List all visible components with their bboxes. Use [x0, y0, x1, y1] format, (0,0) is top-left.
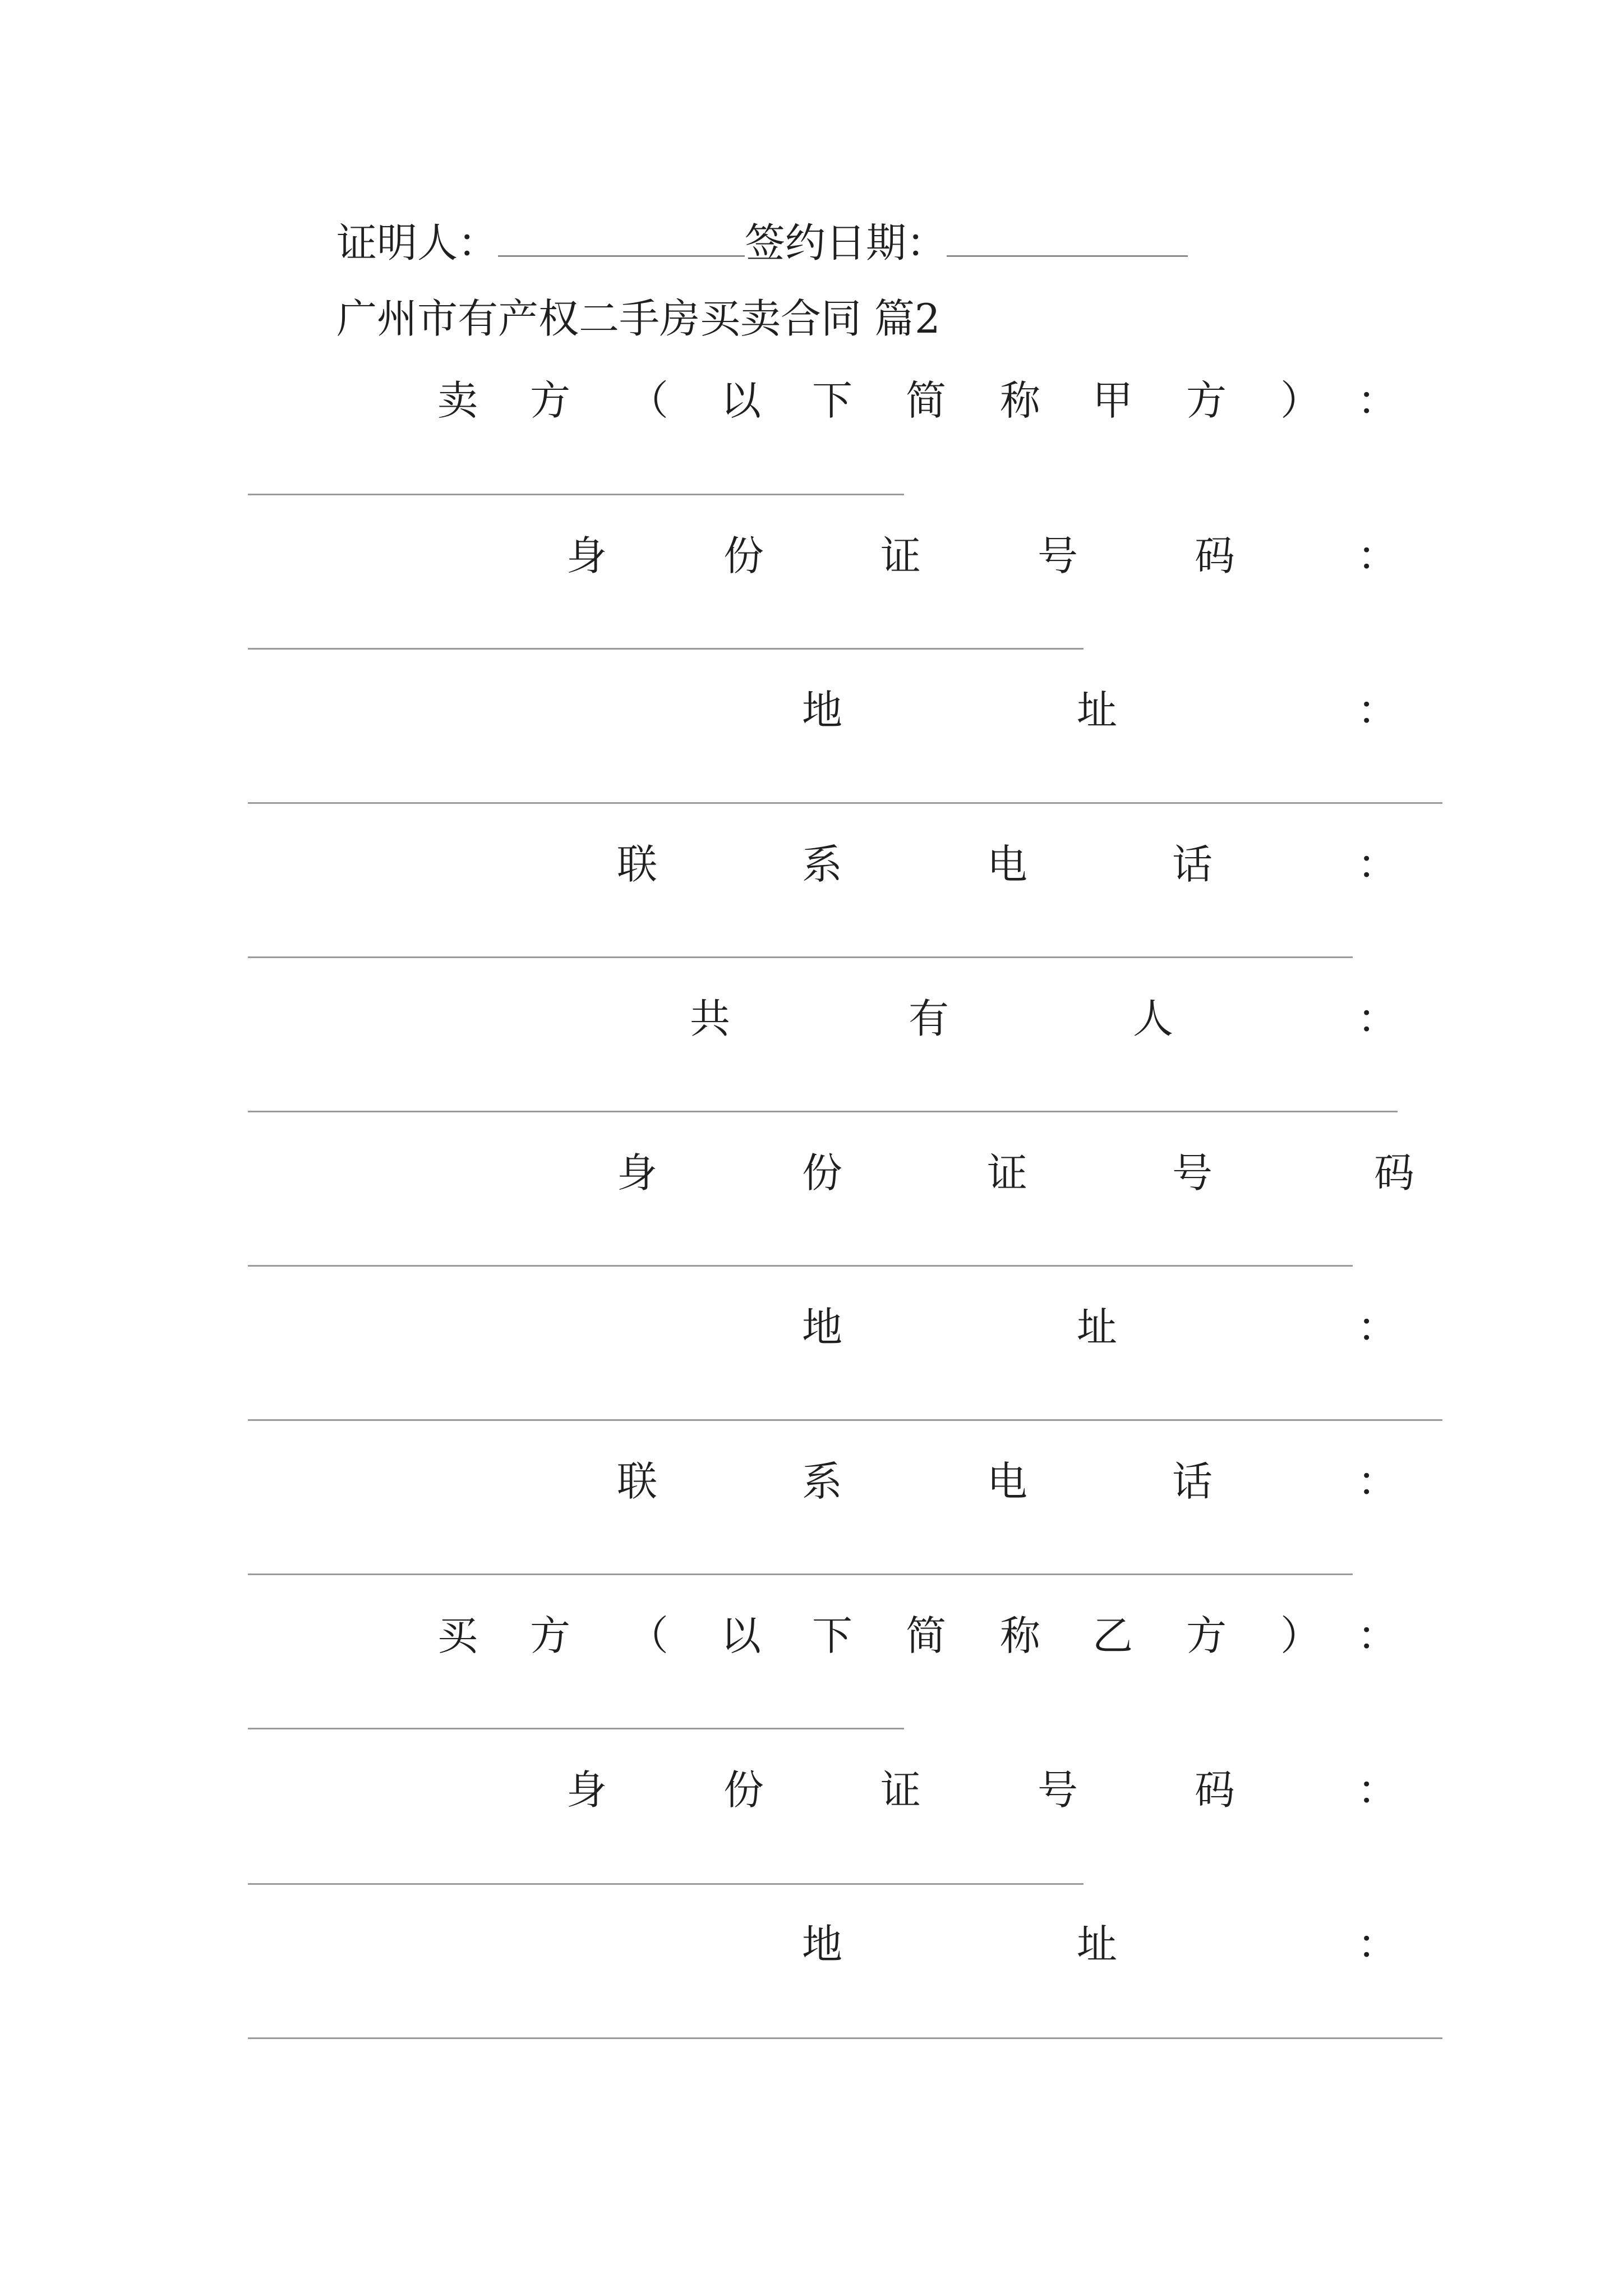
field-label-char: ： — [1357, 1458, 1398, 1505]
fill-in-blank-line[interactable] — [248, 648, 1083, 650]
field-label-char: 简 — [906, 377, 947, 424]
field-label-char: 身 — [566, 532, 607, 579]
field-label-char: 身 — [566, 1766, 607, 1814]
field-label-char: ： — [1357, 1766, 1398, 1814]
field-label-char: 以 — [721, 377, 762, 424]
fill-in-blank-line[interactable] — [248, 1419, 1442, 1421]
field-label-char: ） — [1280, 377, 1321, 424]
field-label-char: ： — [1357, 1612, 1398, 1659]
fill-in-blank-line[interactable] — [248, 1883, 1083, 1885]
field-label-char: （ — [628, 1612, 669, 1659]
field-label-char: 以 — [721, 1612, 762, 1659]
field-label-char: 码 — [1195, 532, 1235, 579]
field-label-char: 下 — [812, 377, 853, 424]
field-label-char: 联 — [617, 841, 658, 888]
field-label-char: 地 — [802, 1921, 843, 1968]
section-heading: 广州市有产权二手房买卖合同 篇2 — [336, 295, 940, 342]
field-label-char: 份 — [802, 1149, 843, 1197]
field-label-char: 号 — [1172, 1149, 1213, 1197]
field-label-char: ： — [1357, 687, 1398, 734]
field-label-char: 买 — [437, 1612, 478, 1659]
field-label-char: ： — [1357, 1921, 1398, 1968]
field-label-char: 址 — [1077, 1304, 1118, 1351]
field-label-char: 联 — [617, 1458, 658, 1505]
field-label-char: 地 — [802, 1304, 843, 1351]
field-label-char: 码 — [1195, 1766, 1235, 1814]
field-label-char: 方 — [530, 377, 571, 424]
field-label-char: 称 — [1000, 377, 1041, 424]
field-label-char: 系 — [802, 841, 843, 888]
field-label-char: ： — [1357, 532, 1398, 579]
field-label-char: 共 — [690, 995, 731, 1042]
field-label-char: 乙 — [1092, 1612, 1133, 1659]
field-label-char: 下 — [812, 1612, 853, 1659]
field-label-char: 码 — [1374, 1149, 1415, 1197]
field-label-char: 方 — [1186, 1612, 1227, 1659]
field-label-char: 称 — [1000, 1612, 1041, 1659]
fill-in-blank-line[interactable] — [248, 802, 1442, 804]
field-label-char: ： — [1357, 841, 1398, 888]
fill-in-blank-line[interactable] — [248, 1265, 1353, 1267]
fill-in-blank-line[interactable] — [248, 1573, 1353, 1575]
field-label-char: 号 — [1038, 532, 1078, 579]
witness-label: 证明人： — [336, 219, 499, 266]
field-label-char: 方 — [530, 1612, 571, 1659]
fill-in-blank-line[interactable] — [248, 1728, 904, 1729]
field-label-char: 系 — [802, 1458, 843, 1505]
field-label-char: 电 — [987, 1458, 1028, 1505]
field-label-char: 话 — [1172, 1458, 1213, 1505]
field-label-char: 份 — [723, 1766, 764, 1814]
field-label-char: 址 — [1077, 1921, 1118, 1968]
field-label-char: 话 — [1172, 841, 1213, 888]
field-label-char: 甲 — [1092, 377, 1133, 424]
field-label-char: 份 — [723, 532, 764, 579]
field-label-char: 人 — [1133, 995, 1174, 1042]
field-label-char: 简 — [906, 1612, 947, 1659]
date-label: 签约日期： — [745, 219, 947, 266]
fill-in-blank-line[interactable] — [248, 2037, 1442, 2039]
field-label-char: 址 — [1077, 687, 1118, 734]
field-label-char: 卖 — [437, 377, 478, 424]
date-blank[interactable] — [947, 220, 1188, 257]
field-label-char: （ — [628, 377, 669, 424]
field-label-char: ： — [1357, 995, 1398, 1042]
field-label-char: 地 — [802, 687, 843, 734]
witness-blank[interactable] — [498, 220, 745, 257]
field-label-char: 证 — [880, 1766, 921, 1814]
field-label-char: 有 — [909, 995, 949, 1042]
field-label-char: 号 — [1038, 1766, 1078, 1814]
field-label-char: ： — [1357, 377, 1398, 424]
fill-in-blank-line[interactable] — [248, 1111, 1398, 1112]
field-label-char: 方 — [1186, 377, 1227, 424]
field-label-char: ： — [1357, 1304, 1398, 1351]
field-label-char: ） — [1280, 1612, 1321, 1659]
fill-in-blank-line[interactable] — [248, 494, 904, 495]
witness-line — [336, 219, 1188, 266]
field-label-char: 证 — [880, 532, 921, 579]
field-label-char: 电 — [987, 841, 1028, 888]
fill-in-blank-line[interactable] — [248, 956, 1353, 958]
field-label-char: 证 — [987, 1149, 1028, 1197]
field-label-char: 身 — [617, 1149, 658, 1197]
